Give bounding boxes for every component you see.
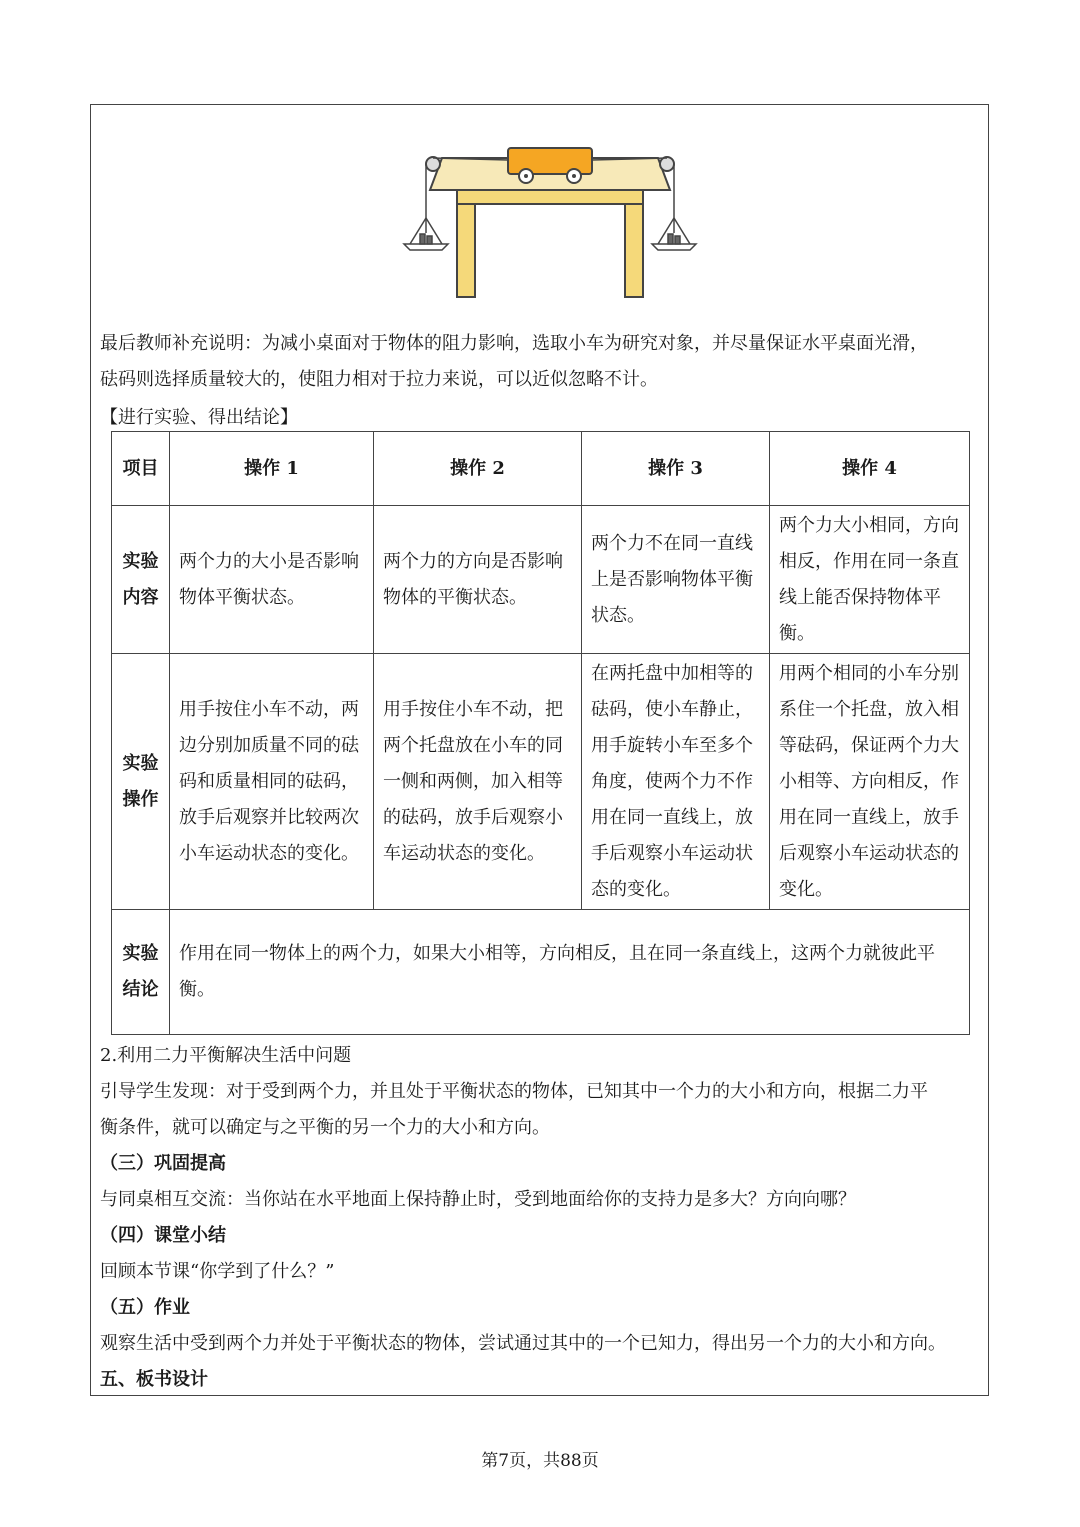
row-label-content: 实验 内容 (112, 506, 170, 654)
section-title-experiment: 【进行实验、得出结论】 (100, 407, 298, 428)
section2-title: 2.利用二力平衡解决生活中问题 (100, 1045, 352, 1066)
section3-title: （三）巩固提高 (100, 1153, 226, 1174)
teacher-note (100, 326, 980, 398)
table-row-conclusion (112, 910, 970, 1035)
section5-title: （五）作业 (100, 1297, 190, 1318)
row-label-conclusion: 实验 结论 (112, 910, 170, 1035)
pulley-right (660, 157, 674, 171)
conclusion-cell: 作用在同一物体上的两个力，如果大小相等，方向相反，且在同一条直线上，这两个力就彼此平衡。 (170, 910, 970, 1035)
section2-line2: 衡条件，就可以确定与之平衡的另一个力的大小和方向。 (100, 1117, 550, 1138)
content-cell-4: 两个力大小相同，方向相反，作用在同一条直线上能否保持物体平衡。 (770, 506, 970, 654)
table-leg-left (457, 190, 475, 297)
table-row-operation (112, 654, 970, 910)
header-item: 项目 (112, 432, 170, 506)
row-label-operation: 实验 操作 (112, 654, 170, 910)
page-number: 第7页，共88页 (481, 1451, 599, 1471)
content-cell-2: 两个力的方向是否影响物体的平衡状态。 (374, 506, 582, 654)
header-op4: 操作 4 (770, 432, 970, 506)
table-header-row (112, 432, 970, 506)
header-op3: 操作 3 (582, 432, 770, 506)
operation-cell-1: 用手按住小车不动，两边分别加质量不同的砝码和质量相同的砝码，放手后观察并比较两次小车运动状态的变化。 (170, 654, 374, 910)
apparatus-figure (400, 138, 700, 303)
experiment-table (111, 431, 970, 1035)
table-apron (457, 190, 643, 204)
operation-cell-3: 在两托盘中加相等的砝码，使小车静止，用手旋转小车至多个角度，使两个力不作用在同一直线上，放手后观察小车运动状态的变化。 (582, 654, 770, 910)
content-cell-1: 两个力的大小是否影响物体平衡状态。 (170, 506, 374, 654)
header-op1: 操作 1 (170, 432, 374, 506)
section2-line1: 引导学生发现：对于受到两个力，并且处于平衡状态的物体，已知其中一个力的大小和方向，根据二力平 (100, 1081, 928, 1102)
section3-text: 与同桌相互交流：当你站在水平地面上保持静止时，受到地面给你的支持力是多大？方向向哪？ (100, 1189, 856, 1210)
table-leg-right (625, 190, 643, 297)
teacher-note-line1: 最后教师补充说明：为减小桌面对于物体的阻力影响，选取小车为研究对象，并尽量保证水平桌面光滑， (100, 333, 928, 354)
section6-title: 五、板书设计 (100, 1369, 208, 1390)
teacher-note-line2: 砝码则选择质量较大的，使阻力相对于拉力来说，可以近似忽略不计。 (100, 369, 658, 390)
table-row-content (112, 506, 970, 654)
header-op2: 操作 2 (374, 432, 582, 506)
section4-text: 回顾本节课“你学到了什么？” (100, 1261, 335, 1282)
section2-body (100, 1074, 980, 1146)
section5-text: 观察生活中受到两个力并处于平衡状态的物体，尝试通过其中的一个已知力，得出另一个力的大小和方向。 (100, 1333, 946, 1354)
section4-title: （四）课堂小结 (100, 1225, 226, 1246)
content-cell-3: 两个力不在同一直线上是否影响物体平衡状态。 (582, 506, 770, 654)
operation-cell-4: 用两个相同的小车分别系住一个托盘，放入相等砝码，保证两个力大小相等、方向相反，作用在同一直线上，放手后观察小车运动状态的变化。 (770, 654, 970, 910)
pulley-left (426, 157, 440, 171)
operation-cell-2: 用手按住小车不动，把两个托盘放在小车的同一侧和两侧，加入相等的砝码，放手后观察小车运动状态的变化。 (374, 654, 582, 910)
